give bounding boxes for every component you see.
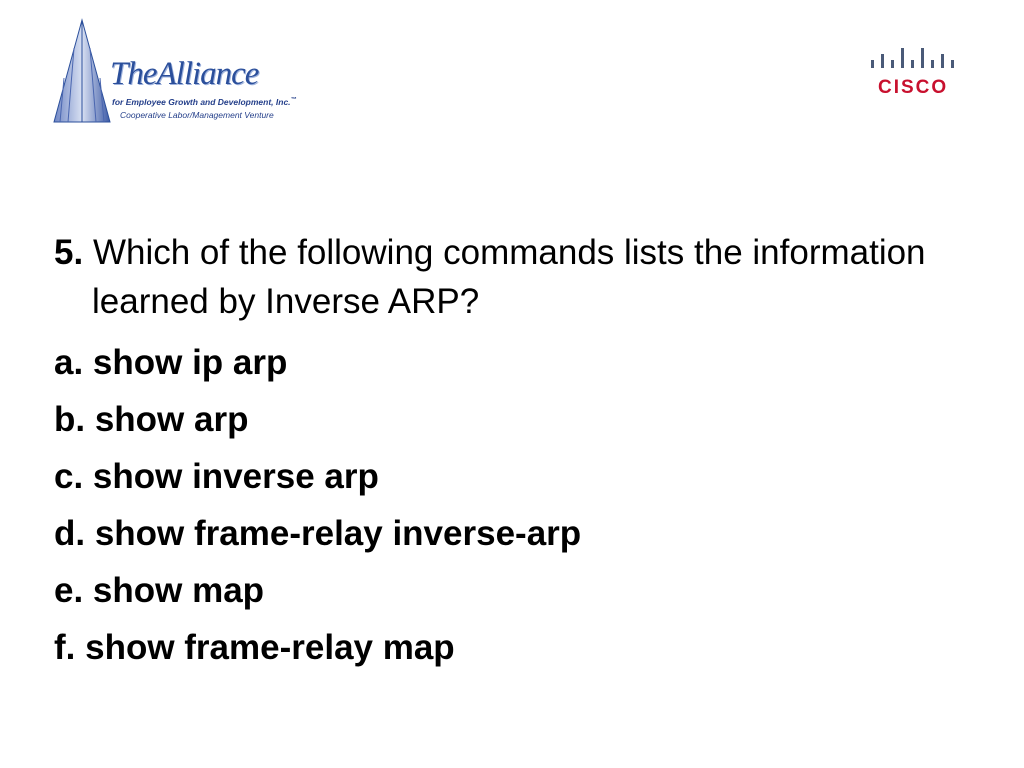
building-icon bbox=[50, 18, 112, 126]
alliance-tagline: Cooperative Labor/Management Venture bbox=[120, 110, 274, 120]
alliance-subtitle bbox=[112, 97, 297, 107]
answer-list bbox=[54, 334, 974, 676]
cisco-bars-icon bbox=[868, 46, 960, 76]
trademark-mark: ™ bbox=[290, 97, 297, 104]
answer-option: b. show arp bbox=[54, 400, 249, 439]
question-number: 5. bbox=[54, 233, 84, 272]
slide-content bbox=[54, 228, 974, 676]
question-text: Which of the following commands lists the information learned by Inverse ARP? bbox=[92, 233, 926, 321]
alliance-title: TheAlliance bbox=[110, 56, 259, 92]
answer-option: e. show map bbox=[54, 571, 265, 610]
alliance-subtitle-text: for Employee Growth and Development, Inc. bbox=[112, 97, 291, 107]
cisco-logo bbox=[868, 46, 960, 102]
answer-option: a. show ip arp bbox=[54, 343, 288, 382]
cisco-wordmark: CISCO bbox=[878, 77, 949, 98]
answer-option: d. show frame-relay inverse-arp bbox=[54, 514, 582, 553]
question bbox=[54, 228, 974, 326]
answer-option: f. show frame-relay map bbox=[54, 628, 455, 667]
alliance-logo bbox=[50, 18, 310, 126]
answer-option: c. show inverse arp bbox=[54, 457, 379, 496]
